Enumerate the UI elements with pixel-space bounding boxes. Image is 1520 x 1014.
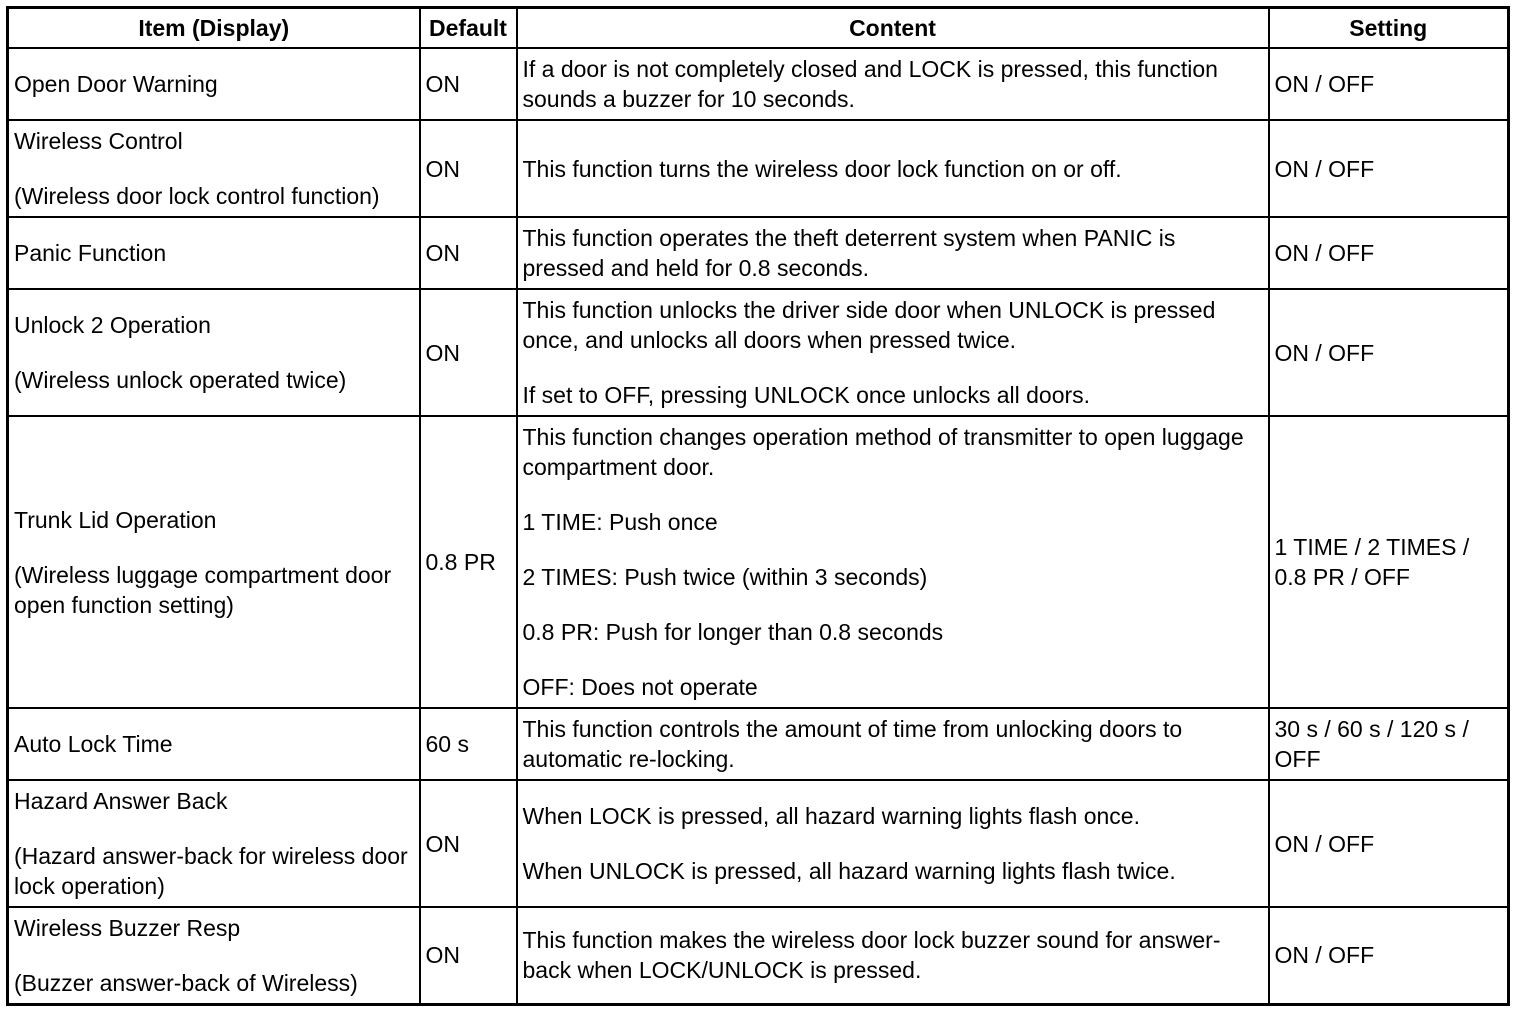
- content-cell: [517, 217, 1269, 289]
- default-cell: ON: [420, 780, 517, 907]
- content-text: When UNLOCK is pressed, all hazard warning lights flash twice.: [522, 858, 1176, 884]
- table-row: [8, 708, 1509, 780]
- table-body: [8, 48, 1509, 1004]
- content-text: When LOCK is pressed, all hazard warning lights flash once.: [522, 803, 1140, 829]
- setting-cell: ON / OFF: [1269, 780, 1509, 907]
- content-cell: [517, 907, 1269, 1004]
- default-cell: ON: [420, 289, 517, 416]
- content-option: 1 TIME: Push once: [522, 509, 718, 535]
- table-row: [8, 289, 1509, 416]
- content-option: 0.8 PR: Push for longer than 0.8 seconds: [522, 619, 944, 645]
- item-name: Hazard Answer Back: [14, 788, 228, 814]
- item-cell: [8, 708, 420, 780]
- setting-cell: 1 TIME / 2 TIMES / 0.8 PR / OFF: [1269, 416, 1509, 708]
- table-row: [8, 416, 1509, 708]
- content-cell: [517, 416, 1269, 708]
- table-row: [8, 217, 1509, 289]
- item-description: (Buzzer answer-back of Wireless): [14, 969, 358, 996]
- table-row: [8, 120, 1509, 217]
- item-name: Open Door Warning: [14, 71, 218, 97]
- table-row: [8, 780, 1509, 907]
- default-cell: ON: [420, 217, 517, 289]
- setting-cell: ON / OFF: [1269, 907, 1509, 1004]
- table-row: [8, 907, 1509, 1004]
- content-text: If a door is not completely closed and LOCK is pressed, this function sounds a buzzer for 10 seconds.: [522, 56, 1218, 112]
- default-cell: ON: [420, 120, 517, 217]
- item-cell: [8, 907, 420, 1004]
- default-cell: 60 s: [420, 708, 517, 780]
- item-name: Auto Lock Time: [14, 731, 173, 757]
- item-cell: [8, 217, 420, 289]
- header-content: Content: [517, 8, 1269, 49]
- content-cell: [517, 708, 1269, 780]
- content-text: This function turns the wireless door lock function on or off.: [522, 155, 1122, 182]
- default-cell: ON: [420, 907, 517, 1004]
- content-text: This function makes the wireless door lock buzzer sound for answer-back when LOCK/UNLOCK is pressed.: [522, 927, 1221, 984]
- setting-cell: 30 s / 60 s / 120 s / OFF: [1269, 708, 1509, 780]
- default-cell: 0.8 PR: [420, 416, 517, 708]
- setting-cell: ON / OFF: [1269, 217, 1509, 289]
- item-name: Panic Function: [14, 240, 167, 266]
- item-cell: [8, 120, 420, 217]
- content-text: This function changes operation method of transmitter to open luggage compartment door.: [522, 424, 1244, 480]
- content-text: This function operates the theft deterrent system when PANIC is pressed and held for 0.8 seconds.: [522, 225, 1176, 281]
- item-name: Wireless Control: [14, 128, 183, 154]
- table-row: [8, 48, 1509, 120]
- content-cell: [517, 780, 1269, 907]
- item-description: (Wireless door lock control function): [14, 183, 380, 209]
- header-item: Item (Display): [8, 8, 420, 49]
- item-name: Wireless Buzzer Resp: [14, 914, 241, 941]
- content-option: OFF: Does not operate: [522, 674, 758, 700]
- content-option: 2 TIMES: Push twice (within 3 seconds): [522, 564, 928, 590]
- content-cell: [517, 289, 1269, 416]
- content-text: This function unlocks the driver side door when UNLOCK is pressed once, and unlocks all doors when pressed twice.: [522, 297, 1216, 353]
- setting-cell: ON / OFF: [1269, 289, 1509, 416]
- item-cell: [8, 780, 420, 907]
- setting-cell: ON / OFF: [1269, 120, 1509, 217]
- settings-table: [6, 6, 1510, 1006]
- default-cell: ON: [420, 48, 517, 120]
- content-text: If set to OFF, pressing UNLOCK once unlocks all doors.: [522, 382, 1091, 408]
- item-cell: [8, 48, 420, 120]
- table-header: [8, 8, 1509, 49]
- content-text: This function controls the amount of time from unlocking doors to automatic re-locking.: [522, 716, 1183, 772]
- setting-cell: ON / OFF: [1269, 48, 1509, 120]
- header-setting: Setting: [1269, 8, 1509, 49]
- item-description: (Hazard answer-back for wireless door lock operation): [14, 843, 408, 899]
- item-description: (Wireless unlock operated twice): [14, 367, 347, 393]
- content-cell: [517, 120, 1269, 217]
- item-cell: [8, 416, 420, 708]
- item-name: Unlock 2 Operation: [14, 312, 211, 338]
- item-description: (Wireless luggage compartment door open function setting): [14, 561, 392, 618]
- item-cell: [8, 289, 420, 416]
- item-name: Trunk Lid Operation: [14, 506, 217, 533]
- content-cell: [517, 48, 1269, 120]
- header-row: [8, 8, 1509, 49]
- header-default: Default: [420, 8, 517, 49]
